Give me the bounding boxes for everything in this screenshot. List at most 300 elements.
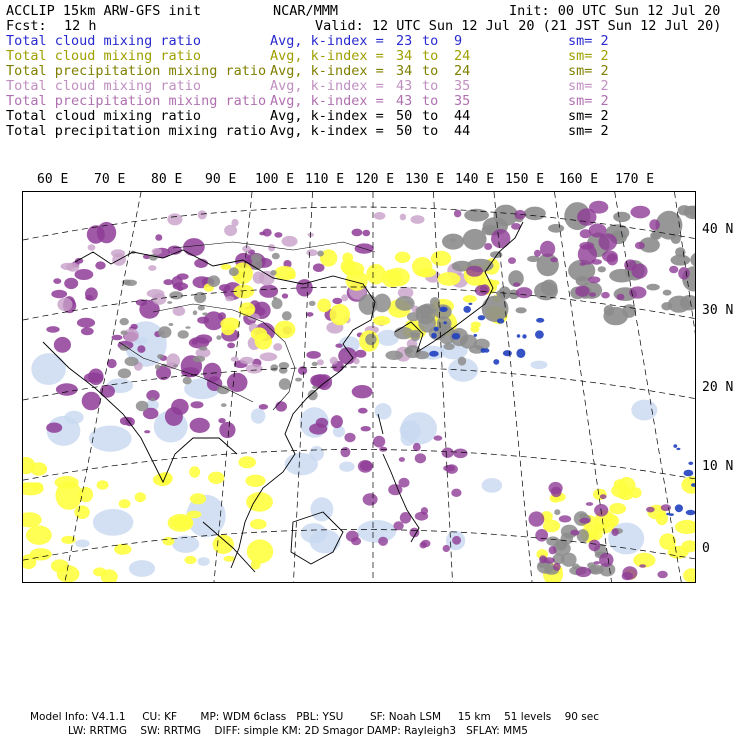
cloud-patch-yellow <box>675 520 696 534</box>
low-cloud-patch <box>631 400 657 421</box>
cloud-patch-light-purple <box>111 249 125 257</box>
cloud-patch-yellow <box>274 266 296 280</box>
cloud-patch-purple <box>600 494 607 499</box>
cloud-patch-yellow <box>330 304 350 325</box>
latitude-label: 10 N <box>702 459 734 474</box>
cloud-patch-purple <box>508 257 516 264</box>
cloud-patch-purple <box>282 293 288 298</box>
cloud-patch-purple <box>379 447 387 452</box>
cloud-patch-gray <box>193 310 198 315</box>
cloud-patch-purple <box>352 229 363 237</box>
longitude-label: 60 E <box>37 172 69 187</box>
cloud-patch-purple <box>373 436 385 448</box>
cloud-patch-blue <box>434 327 439 332</box>
cloud-patch-purple <box>197 317 209 324</box>
cloud-patch-purple <box>415 512 428 521</box>
cloud-patch-yellow <box>683 568 696 583</box>
low-cloud-patch <box>375 403 392 419</box>
low-cloud-patch <box>89 426 132 452</box>
map-canvas <box>23 192 696 583</box>
cloud-patch-purple <box>306 312 313 317</box>
cloud-patch-gray <box>516 307 527 313</box>
cloud-patch-gray <box>169 291 183 299</box>
legend-avg-label: Avg, k-index = <box>270 108 384 124</box>
cloud-patch-yellow <box>395 252 411 263</box>
cloud-patch-purple <box>64 278 78 289</box>
cloud-patch-light-purple <box>167 213 182 225</box>
cloud-patch-gray <box>125 357 139 366</box>
cloud-patch-yellow <box>609 503 626 514</box>
cloud-patch-gray <box>221 403 227 407</box>
low-cloud-patch <box>93 509 134 536</box>
map-panel <box>22 191 696 583</box>
legend-k-from: 50 <box>396 123 413 139</box>
cloud-patch-purple <box>85 287 98 300</box>
cloud-patch-gray <box>118 368 131 378</box>
plot-title: ACCLIP 15km ARW-GFS init <box>6 3 202 19</box>
cloud-patch-gray <box>407 312 420 321</box>
cloud-patch-light-purple <box>411 215 425 224</box>
cloud-patch-gray <box>603 307 628 325</box>
cloud-patch-gray <box>150 398 155 402</box>
legend-to: to <box>422 33 439 49</box>
cloud-patch-yellow <box>366 264 385 284</box>
legend-k-to: 24 <box>454 48 471 64</box>
longitude-label: 90 E <box>205 172 237 187</box>
cloud-patch-gray <box>279 367 288 374</box>
cloud-patch-gray <box>121 330 128 335</box>
cloud-patch-gray <box>136 401 149 412</box>
cloud-patch-purple <box>579 262 585 266</box>
latitude-label: 30 N <box>702 303 734 318</box>
cloud-patch-purple <box>378 537 388 546</box>
cloud-patch-purple <box>661 504 671 511</box>
model-info-line1: Model Info: V4.1.1 CU: KF MP: WDM 6class PBL: YSU SF: Noah LSM 15 km 51 levels 90 sec <box>30 711 599 723</box>
cloud-patch-purple <box>534 250 541 257</box>
legend-smoothing: sm= 2 <box>568 93 609 109</box>
cloud-patch-purple <box>195 334 212 343</box>
cloud-patch-light-purple <box>330 357 338 365</box>
cloud-patch-light-purple <box>246 364 263 374</box>
cloud-patch-yellow <box>208 472 224 484</box>
longitude-label: 100 E <box>255 172 295 187</box>
low-cloud-patch <box>75 540 90 548</box>
cloud-patch-purple <box>543 557 555 563</box>
cloud-patch-purple <box>639 564 646 568</box>
cloud-patch-gray <box>463 229 487 250</box>
cloud-patch-gray <box>646 284 659 291</box>
legend-avg-label: Avg, k-index = <box>270 78 384 94</box>
cloud-patch-gray <box>394 327 413 339</box>
cloud-patch-light-purple <box>57 298 72 311</box>
low-cloud-patch <box>285 453 318 475</box>
cloud-patch-light-purple <box>374 212 386 220</box>
cloud-patch-gray <box>208 275 221 287</box>
cloud-patch-purple <box>516 287 532 298</box>
cloud-patch-blue <box>463 306 471 313</box>
cloud-patch-purple <box>570 530 579 536</box>
low-cloud-patch <box>530 361 547 370</box>
cloud-patch-gray <box>576 276 589 286</box>
cloud-patch-purple <box>617 294 625 301</box>
cloud-patch-gray <box>541 280 558 296</box>
cloud-patch-purple <box>275 401 287 411</box>
cloud-patch-blue <box>684 470 694 477</box>
cloud-patch-purple <box>434 435 443 440</box>
cloud-patch-gray <box>279 378 291 390</box>
cloud-patch-purple <box>88 369 103 386</box>
cloud-patch-gray <box>273 297 277 300</box>
cloud-patch-gray <box>312 386 317 389</box>
low-cloud-patch <box>251 408 266 423</box>
low-cloud-patch <box>64 411 83 424</box>
cloud-patch-purple <box>95 261 105 269</box>
legend-k-to: 35 <box>454 78 471 94</box>
cloud-patch-gray <box>661 302 672 310</box>
legend-to: to <box>422 123 439 139</box>
cloud-patch-gray <box>385 351 403 360</box>
cloud-patch-purple <box>453 449 467 459</box>
longitude-label: 130 E <box>405 172 445 187</box>
cloud-patch-light-purple <box>260 352 278 361</box>
cloud-patch-purple <box>415 453 426 463</box>
cloud-patch-gray <box>229 267 239 276</box>
cloud-patch-gray <box>671 234 681 244</box>
cloud-patch-purple <box>191 401 204 408</box>
cloud-patch-purple <box>576 567 592 577</box>
cloud-patch-yellow <box>431 251 451 266</box>
cloud-patch-light-purple <box>231 219 238 227</box>
legend-field-name: Total cloud mixing ratio <box>6 78 202 94</box>
cloud-patch-yellow <box>247 539 273 563</box>
cloud-patch-purple <box>137 345 145 353</box>
cloud-patch-blue <box>536 318 544 323</box>
cloud-patch-purple <box>589 224 607 238</box>
cloud-patch-gray <box>420 314 429 319</box>
longitude-label: 150 E <box>505 172 545 187</box>
cloud-patch-purple <box>144 430 150 433</box>
cloud-patch-purple <box>578 244 597 265</box>
cloud-patch-blue <box>516 349 525 358</box>
legend-k-from: 43 <box>396 78 413 94</box>
cloud-patch-light-purple <box>282 236 298 247</box>
legend-to: to <box>422 108 439 124</box>
cloud-patch-blue <box>429 351 439 357</box>
cloud-patch-gray <box>158 326 171 338</box>
cloud-patch-gray <box>308 390 318 401</box>
cloud-patch-purple <box>588 276 600 283</box>
cloud-patch-yellow <box>220 264 231 270</box>
low-cloud-patch <box>482 478 503 493</box>
cloud-patch-yellow <box>630 487 642 498</box>
cloud-patch-purple <box>363 230 371 237</box>
cloud-patch-purple <box>553 563 561 571</box>
cloud-patch-gray <box>598 266 606 272</box>
cloud-patch-purple <box>82 392 101 411</box>
cloud-patch-purple <box>550 257 558 262</box>
cloud-patch-gray <box>173 364 178 367</box>
cloud-patch-purple <box>346 531 359 542</box>
cloud-patch-purple <box>393 521 403 530</box>
low-cloud-patch <box>339 462 355 472</box>
cloud-patch-purple <box>399 478 410 488</box>
cloud-patch-gray <box>404 348 413 353</box>
cloud-patch-purple <box>340 447 350 457</box>
legend-k-from: 23 <box>396 33 413 49</box>
cloud-patch-gray <box>167 301 172 304</box>
legend-smoothing: sm= 2 <box>568 78 609 94</box>
legend-k-to: 44 <box>454 108 471 124</box>
cloud-patch-yellow <box>221 323 235 335</box>
cloud-patch-purple <box>559 515 571 522</box>
cloud-patch-yellow <box>373 316 390 325</box>
cloud-patch-blue <box>535 330 544 338</box>
cloud-patch-purple <box>575 286 589 297</box>
cloud-patch-yellow <box>55 476 79 489</box>
cloud-patch-purple <box>274 232 282 238</box>
cloud-patch-blue <box>481 348 486 353</box>
cloud-patch-purple <box>446 464 458 474</box>
cloud-patch-blue <box>673 444 677 448</box>
legend-avg-label: Avg, k-index = <box>270 123 384 139</box>
cloud-patch-yellow <box>213 535 234 554</box>
low-cloud-patch <box>311 497 334 521</box>
cloud-patch-yellow <box>386 268 410 287</box>
cloud-patch-purple <box>259 285 278 298</box>
cloud-patch-gray <box>444 343 455 350</box>
cloud-patch-light-purple <box>88 244 96 250</box>
cloud-patch-purple <box>335 344 342 348</box>
cloud-patch-purple <box>46 423 62 433</box>
cloud-patch-purple <box>649 219 660 230</box>
longitude-label: 140 E <box>455 172 495 187</box>
cloud-patch-gray <box>270 364 278 371</box>
cloud-patch-purple <box>452 536 461 545</box>
longitude-gridline <box>433 192 453 583</box>
legend-smoothing: sm= 2 <box>568 33 609 49</box>
cloud-patch-purple <box>540 241 555 257</box>
cloud-patch-purple <box>358 408 368 414</box>
cloud-patch-yellow <box>185 556 197 564</box>
cloud-patch-purple <box>344 433 355 442</box>
cloud-patch-gray <box>199 346 207 350</box>
cloud-patch-purple <box>646 507 655 513</box>
cloud-patch-gray <box>272 253 280 260</box>
cloud-patch-purple <box>451 489 461 497</box>
cloud-patch-purple <box>678 267 690 280</box>
cloud-patch-gray <box>157 354 163 359</box>
cloud-patch-purple <box>183 238 205 256</box>
legend-avg-label: Avg, k-index = <box>270 93 384 109</box>
longitude-label: 160 E <box>559 172 599 187</box>
legend-k-to: 24 <box>454 63 471 79</box>
cloud-patch-purple <box>316 418 328 428</box>
cloud-patch-purple <box>81 327 94 335</box>
legend-k-to: 44 <box>454 123 471 139</box>
legend-to: to <box>422 48 439 64</box>
cloud-patch-purple <box>51 290 67 299</box>
cloud-patch-purple <box>54 337 71 353</box>
cloud-patch-purple <box>657 571 667 578</box>
legend-k-from: 50 <box>396 108 413 124</box>
cloud-patch-purple <box>227 373 248 392</box>
cloud-patch-purple <box>313 263 325 272</box>
legend-field-name: Total precipitation mixing ratio <box>6 93 267 109</box>
low-cloud-patch <box>31 353 66 385</box>
cloud-patch-light-purple <box>61 263 75 270</box>
cloud-patch-gray <box>650 232 660 239</box>
cloud-patch-purple <box>594 561 601 564</box>
cloud-patch-gray <box>690 251 696 268</box>
cloud-patch-light-purple <box>253 271 265 283</box>
cloud-patch-purple <box>599 553 613 567</box>
legend-smoothing: sm= 2 <box>568 123 609 139</box>
cloud-patch-yellow <box>135 492 146 502</box>
cloud-patch-yellow <box>438 272 461 286</box>
cloud-patch-gray <box>561 553 577 567</box>
cloud-patch-blue <box>431 333 437 339</box>
cloud-patch-yellow <box>238 456 256 468</box>
model-info-line2: LW: RRTMG SW: RRTMG DIFF: simple KM: 2D Smagor DAMP: Rayleigh3 SFLAY: MM5 <box>68 725 528 737</box>
cloud-patch-gray <box>217 386 230 395</box>
cloud-patch-gray <box>169 323 174 326</box>
low-cloud-patch <box>357 520 396 543</box>
cloud-patch-yellow <box>74 505 89 519</box>
cloud-patch-purple <box>454 210 461 218</box>
longitude-label: 170 E <box>615 172 655 187</box>
cloud-patch-purple <box>155 234 162 241</box>
legend-k-from: 43 <box>396 93 413 109</box>
cloud-patch-blue <box>444 321 447 324</box>
cloud-patch-gray <box>613 212 630 222</box>
cloud-patch-light-purple <box>225 296 234 301</box>
legend-to: to <box>422 63 439 79</box>
latitude-label: 40 N <box>702 222 734 237</box>
cloud-patch-yellow <box>57 565 80 582</box>
cloud-patch-yellow <box>30 462 47 475</box>
cloud-patch-purple <box>46 326 59 333</box>
longitude-label: 110 E <box>305 172 345 187</box>
cloud-patch-light-purple <box>198 210 207 219</box>
cloud-patch-yellow <box>23 512 42 527</box>
forecast-label: Fcst: <box>6 18 47 34</box>
cloud-patch-purple <box>218 418 225 423</box>
cloud-patch-yellow <box>246 492 273 512</box>
forecast-hour: 12 h <box>64 18 97 34</box>
cloud-patch-gray <box>609 269 634 283</box>
cloud-patch-purple <box>535 529 548 542</box>
latitude-label: 0 <box>702 541 710 556</box>
cloud-patch-light-purple <box>268 244 275 251</box>
legend-avg-label: Avg, k-index = <box>270 48 384 64</box>
cloud-patch-purple <box>513 282 520 286</box>
cloud-patch-purple <box>87 225 105 243</box>
cloud-patch-blue <box>452 333 461 340</box>
cloud-patch-purple <box>173 282 188 290</box>
cloud-patch-yellow <box>245 308 255 313</box>
cloud-patch-purple <box>589 292 596 297</box>
cloud-patch-purple <box>361 426 371 431</box>
cloud-patch-purple <box>601 292 610 299</box>
longitude-label: 80 E <box>151 172 183 187</box>
legend-field-name: Total precipitation mixing ratio <box>6 63 267 79</box>
cloud-patch-gray <box>411 330 421 338</box>
cloud-patch-blue <box>675 504 683 512</box>
low-cloud-patch <box>129 560 155 577</box>
cloud-patch-purple <box>631 264 647 279</box>
cloud-patch-yellow <box>251 560 261 570</box>
low-cloud-patch <box>310 529 341 553</box>
cloud-patch-blue <box>503 350 512 356</box>
cloud-patch-yellow <box>189 466 200 477</box>
cloud-patch-light-purple <box>306 249 317 256</box>
cloud-patch-yellow <box>163 537 175 546</box>
cloud-patch-gray <box>309 301 316 306</box>
cloud-patch-yellow <box>341 259 356 274</box>
legend-smoothing: sm= 2 <box>568 63 609 79</box>
cloud-patch-blue <box>676 448 680 450</box>
cloud-patch-yellow <box>119 499 131 508</box>
cloud-patch-blue <box>474 334 478 337</box>
cloud-patch-gray <box>270 270 276 275</box>
cloud-patch-gray <box>317 251 324 257</box>
cloud-patch-purple <box>352 385 373 398</box>
cloud-patch-purple <box>491 229 510 248</box>
cloud-patch-purple <box>635 242 645 249</box>
cloud-patch-yellow <box>593 523 608 531</box>
legend-k-to: 35 <box>454 93 471 109</box>
cloud-patch-gray <box>183 377 192 385</box>
longitude-gridline <box>493 192 533 583</box>
cloud-patch-purple <box>549 546 557 554</box>
cloud-patch-purple <box>484 243 492 250</box>
cloud-patch-purple <box>53 278 61 284</box>
cloud-fields <box>23 201 696 583</box>
cloud-patch-gray <box>282 311 292 320</box>
cloud-patch-purple <box>586 502 593 506</box>
cloud-patch-purple <box>577 208 596 225</box>
cloud-patch-light-purple <box>341 294 348 301</box>
legend-field-name: Total cloud mixing ratio <box>6 33 202 49</box>
cloud-patch-blue <box>686 510 696 515</box>
cloud-patch-purple <box>227 343 235 349</box>
cloud-patch-blue <box>439 307 447 312</box>
cloud-patch-purple <box>669 266 678 274</box>
cloud-patch-light-purple <box>148 265 156 271</box>
legend-to: to <box>422 93 439 109</box>
init-time: Init: 00 UTC Sun 12 Jul 20 <box>509 3 721 19</box>
legend-field-name: Total precipitation mixing ratio <box>6 123 267 139</box>
cloud-patch-purple <box>466 266 483 277</box>
cloud-patch-gray <box>178 330 189 338</box>
cloud-patch-yellow <box>30 548 52 560</box>
cloud-patch-light-purple <box>240 357 254 365</box>
cloud-patch-purple <box>529 511 545 526</box>
cloud-patch-light-purple <box>273 343 282 351</box>
cloud-patch-yellow <box>190 493 206 504</box>
cloud-patch-blue <box>468 303 472 305</box>
cloud-patch-yellow <box>417 268 436 278</box>
cloud-patch-blue <box>493 359 499 365</box>
cloud-patch-purple <box>442 448 454 458</box>
cloud-patch-gray <box>251 254 262 262</box>
cloud-patch-purple <box>549 482 563 494</box>
cloud-patch-purple <box>443 545 450 552</box>
legend-k-from: 34 <box>396 48 413 64</box>
cloud-patch-purple <box>332 298 342 304</box>
cloud-patch-gray <box>671 255 691 266</box>
cloud-patch-purple <box>475 285 488 296</box>
